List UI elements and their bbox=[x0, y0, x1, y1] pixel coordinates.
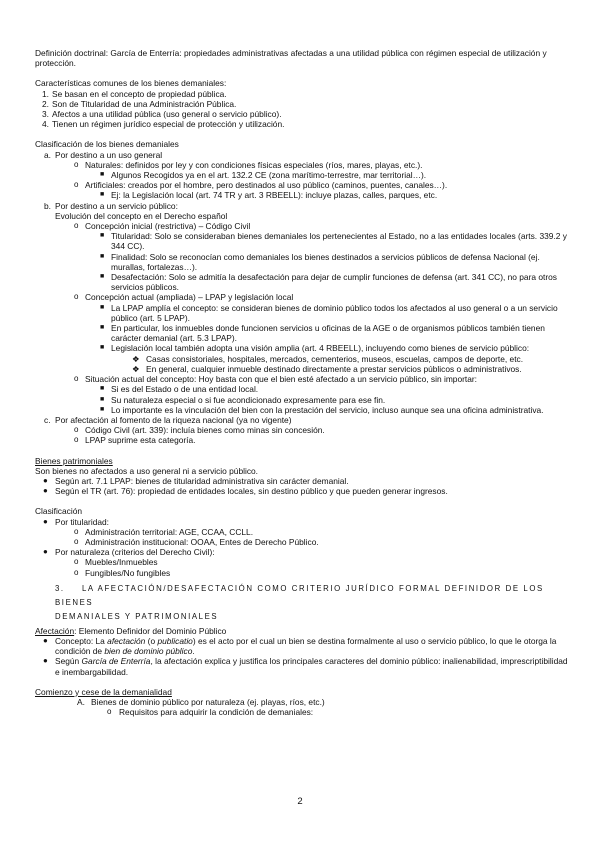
list-item: ■ Desafectación: Solo se admitía la desafectación para dejar de cumplir funciones de defensa (art. 341 CC), no para otros servicios públicos. bbox=[100, 272, 557, 293]
section-3-heading: 3. LA AFECTACIÓN/DESAFECTACIÓN COMO CRITERIO JURÍDICO FORMAL DEFINIDOR DE LOS BIENES DEMANIALES Y PATRIMONIALES bbox=[55, 583, 544, 621]
list-item: o LPAP suprime esta categoría. bbox=[74, 435, 196, 446]
class-a-item: a. Por destino a un uso general bbox=[44, 149, 163, 160]
list-item: ■ Legislación local también adopta una visión amplia (art. 4 RBEELL), incluyendo como bienes de servicio público: bbox=[100, 343, 530, 354]
classification-title: Clasificación de los bienes demaniales bbox=[35, 139, 179, 150]
list-item: 4. Tienen un régimen jurídico especial de protección y utilización. bbox=[42, 119, 285, 130]
list-item: o Concepción actual (ampliada) – LPAP y legislación local bbox=[74, 292, 294, 303]
list-item: ■ Finalidad: Solo se reconocían como demaniales los bienes destinados a servicios públicos de defensa Nacional (ej. murallas, fortalezas…). bbox=[100, 251, 540, 272]
characteristics-title: Características comunes de los bienes demaniales: bbox=[35, 78, 227, 89]
list-item: o Artificiales: creados por el hombre, pero destinados al uso público (caminos, puentes, canales…). bbox=[74, 180, 448, 191]
list-item: 2. Son de Titularidad de una Administración Pública. bbox=[42, 98, 237, 109]
classification2-title: Clasificación bbox=[35, 506, 83, 517]
list-item: ● Según García de Enterría, la afectación explica y justifica los principales caracteres del dominio público: inalienabilidad, imprescriptibilidad e inembargabilidad. bbox=[43, 656, 568, 677]
list-item: ■ La LPAP amplía el concepto: se consideran bienes de dominio público todos los afectados al uso general o a un servicio público (art. 5 LPAP). bbox=[100, 302, 558, 323]
list-item: ● Por titularidad: bbox=[43, 516, 109, 527]
list-item: ● Según el TR (art. 76): propiedad de entidades locales, sin destino público y que pueden generar ingresos. bbox=[43, 486, 448, 497]
page-content bbox=[35, 48, 568, 717]
list-item: ■ Algunos Recogidos ya en el art. 132.2 CE (zona marítimo-terrestre, mar territorial…). bbox=[100, 170, 427, 181]
list-item: o Concepción inicial (restrictiva) – Código Civil bbox=[74, 221, 251, 232]
affectation-heading: Afectación: Elemento Definidor del Dominio Público bbox=[35, 625, 227, 636]
demaniality-title: Comienzo y cese de la demanialidad bbox=[35, 686, 172, 697]
list-item: o Requisitos para adquirir la condición de demaniales: bbox=[107, 707, 314, 718]
list-item: ❖ En general, cualquier inmueble destinado directamente a prestar servicios públicos o administrativos. bbox=[132, 363, 522, 374]
list-item: 1. Se basan en el concepto de propiedad pública. bbox=[42, 88, 227, 99]
list-item: 3. Afectos a una utilidad pública (uso general o servicio público). bbox=[42, 109, 282, 120]
definition-paragraph bbox=[35, 48, 568, 68]
list-item: ■ En particular, los inmuebles donde funcionen servicios u oficinas de la AGE o de organismos públicos también tienen carácter demanial (art. 5.3 LPAP). bbox=[100, 323, 545, 344]
list-item: o Muebles/Inmuebles bbox=[74, 557, 158, 568]
list-item: ● Según art. 7.1 LPAP: bienes de titularidad administrativa sin carácter demanial. bbox=[43, 475, 349, 486]
definition-text: : García de Enterría: propiedades administrativas afectadas a una utilidad pública con régimen especial de utilización y protección. bbox=[35, 48, 547, 69]
list-item: o Administración institucional: OOAA, Entes de Derecho Público. bbox=[74, 536, 319, 547]
list-item: ❖ Casas consistoriales, hospitales, mercados, cementerios, museos, escuelas, campos de deporte, etc. bbox=[132, 353, 524, 364]
definition-label: Definición doctrinal bbox=[35, 48, 106, 58]
list-item: o Naturales: definidos por ley y con condiciones físicas especiales (ríos, mares, playas, etc.). bbox=[74, 159, 423, 170]
list-item: ■ Titularidad: Solo se consideraban bienes demaniales los pertenecientes al Estado, no a las entidades locales (arts. 339.2 y 344 CC). bbox=[100, 231, 567, 252]
class-c-item: c. Por afectación al fomento de la riqueza nacional (ya no vigente) bbox=[44, 414, 292, 425]
list-item: ■ Si es del Estado o de una entidad local. bbox=[100, 384, 259, 395]
list-item: ■ Ej: la Legislación local (art. 74 TR y art. 3 RBEELL): incluye plazas, calles, parques, etc. bbox=[100, 190, 438, 201]
evolution-heading: Evolución del concepto en el Derecho español bbox=[55, 210, 228, 221]
list-item: ● Por naturaleza (criterios del Derecho Civil): bbox=[43, 547, 215, 558]
list-item: ■ Su naturaleza especial o si fue acondicionado expresamente para ese fin. bbox=[100, 394, 386, 405]
list-item: o Código Civil (art. 339): incluía bienes como minas sin concesión. bbox=[74, 425, 325, 436]
list-item: ■ Lo importante es la vinculación del bien con la prestación del servicio, incluso aunque sea una oficina administrativa. bbox=[100, 404, 544, 415]
patrimonial-title: Bienes patrimoniales bbox=[35, 455, 113, 466]
list-item: o Administración territorial: AGE, CCAA, CCLL. bbox=[74, 526, 254, 537]
page-number: 2 bbox=[297, 796, 303, 807]
patrimonial-text: Son bienes no afectados a uso general ni a servicio público. bbox=[35, 465, 259, 476]
list-item: A. Bienes de dominio público por naturaleza (ej. playas, ríos, etc.) bbox=[77, 696, 325, 707]
list-item: ● Concepto: La afectación (o publicatio) es el acto por el cual un bien se destina formalmente al uso o servicio público, lo que le otorga la condición de bien de dominio público. bbox=[43, 635, 557, 657]
characteristics-list bbox=[35, 89, 568, 130]
list-item: o Fungibles/No fungibles bbox=[74, 567, 171, 578]
list-item: o Situación actual del concepto: Hoy basta con que el bien esté afectado a un servicio público, sin importar: bbox=[74, 374, 477, 385]
class-b-item: b. Por destino a un servicio público: bbox=[44, 200, 178, 211]
